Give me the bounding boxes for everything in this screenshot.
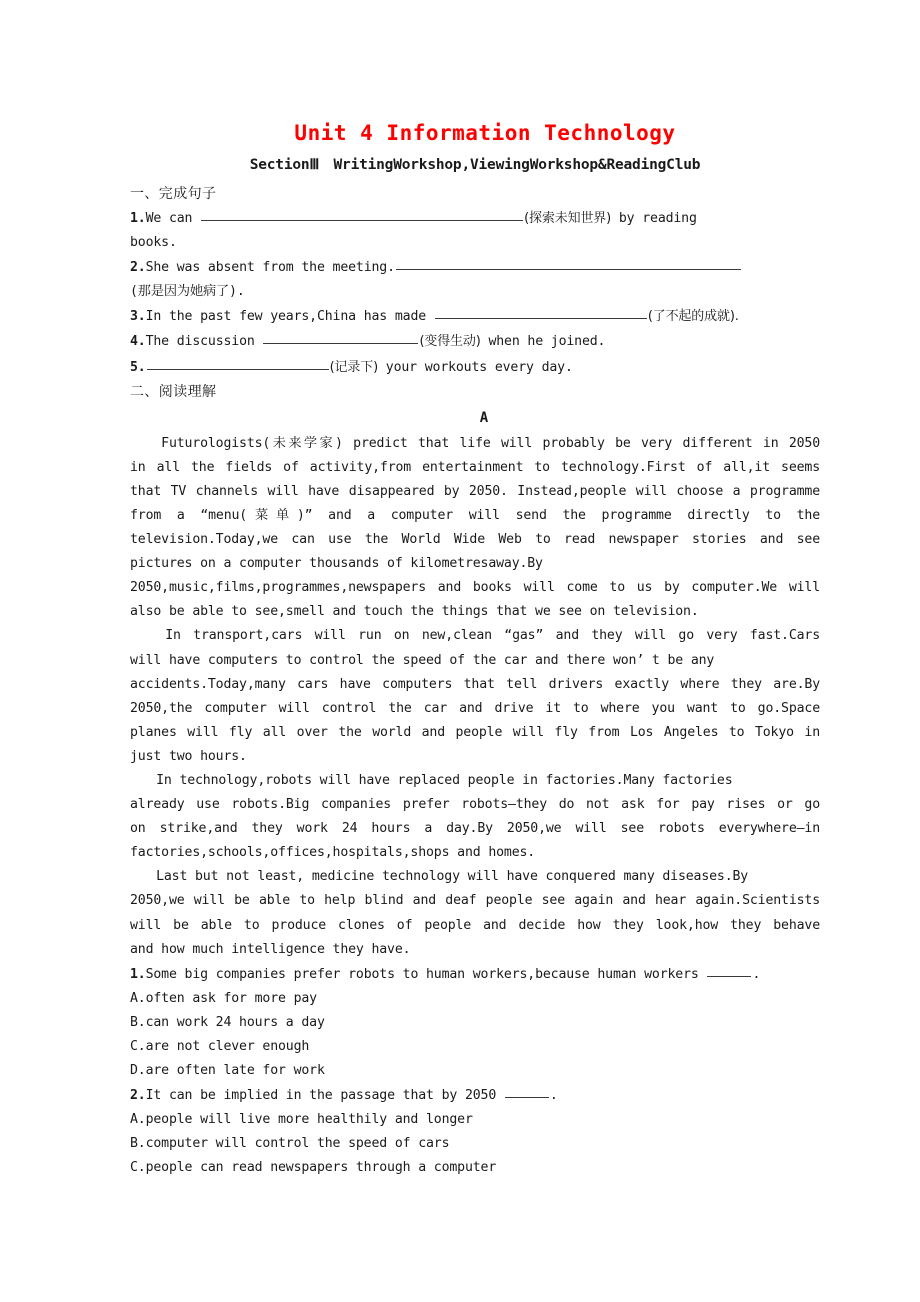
item-text-before: We can	[145, 211, 201, 226]
passage-line: pictures on a computer thousands of kilometresaway.By	[130, 556, 543, 572]
question-text: It can be implied in the passage that by 2050	[145, 1088, 504, 1104]
exercise-item-1-continuation: books.	[130, 235, 177, 251]
question-2-stem	[130, 1083, 820, 1108]
item-number: 4.	[130, 334, 146, 350]
answer-blank[interactable]	[505, 1083, 549, 1098]
item-text-before: In the past few years,China has made	[145, 309, 434, 325]
exercise-item-2-continuation: (那是因为她病了).	[130, 284, 245, 300]
exercise-item-1	[130, 206, 820, 231]
passage-line: In transport,cars will run on new,clean “gas” and they will go very fast.Cars	[130, 628, 820, 644]
passage-line: factories,schools,offices,hospitals,shops and homes.	[130, 845, 536, 861]
exercise-item-2	[130, 255, 820, 280]
option-1c[interactable]: C.are not clever enough	[130, 1039, 310, 1054]
option-2b[interactable]: B.computer will control the speed of cars	[130, 1136, 450, 1152]
item-hint: (记录下)	[329, 359, 378, 375]
option-2a[interactable]: A.people will live more healthily and longer	[130, 1112, 473, 1128]
passage-line: in all the fields of activity,from entertainment to technology.First of all,it seems	[130, 459, 820, 475]
option-2c[interactable]: C.people can read newspapers through a computer	[130, 1160, 497, 1176]
answer-blank[interactable]	[707, 962, 751, 977]
passage-line: and how much intelligence they have.	[130, 941, 411, 957]
question-text-end: .	[752, 966, 761, 982]
part-one-heading: 一、完成句子	[130, 186, 217, 202]
answer-blank[interactable]	[263, 329, 418, 344]
passage-label-a: A	[479, 409, 489, 426]
question-text-end: .	[549, 1088, 558, 1104]
item-number: 5.	[130, 359, 146, 375]
passage-line: television.Today,we can use the World Wide Web to read newspaper stories and see	[130, 532, 820, 548]
passage-line: that TV channels will have disappeared by 2050. Instead,people will choose a programme	[130, 483, 820, 499]
passage-line: Futurologists(未来学家) predict that life will probably be very different in 2050	[130, 435, 820, 451]
passage-line: will have computers to control the speed of the car and there won’ t be any	[130, 652, 715, 668]
exercise-item-5	[130, 355, 820, 380]
option-1a[interactable]: A.often ask for more pay	[130, 990, 317, 1006]
passage-line: In technology,robots will have replaced people in factories.Many factories	[130, 772, 733, 788]
item-text-before: The discussion	[145, 334, 263, 350]
answer-blank[interactable]	[435, 304, 647, 319]
passage-line: accidents.Today,many cars have computers that tell drivers exactly where they are.By	[130, 676, 820, 692]
passage-line: Last but not least, medicine technology will have conquered many diseases.By	[130, 869, 749, 885]
question-number: 2.	[130, 1088, 146, 1104]
item-text-before: She was absent from the meeting.	[145, 260, 395, 276]
answer-blank[interactable]	[201, 206, 523, 221]
passage-line: planes will fly all over the world and people will fly from Los Angeles to Tokyo in	[130, 724, 820, 740]
option-1d[interactable]: D.are often late for work	[130, 1063, 325, 1079]
exercise-item-4	[130, 329, 820, 354]
passage-line: 2050,music,films,programmes,newspapers and books will come to us by computer.We will	[130, 580, 820, 596]
item-hint: (变得生动)	[419, 334, 481, 350]
exercise-item-3	[130, 304, 820, 329]
question-1-stem	[130, 962, 820, 987]
passage-line: will be able to produce clones of people and decide how they look,how they behave	[130, 917, 820, 933]
question-number: 1.	[130, 966, 146, 982]
item-text-after: by reading	[611, 211, 697, 226]
passage-line: 2050,the computer will control the car and drive it to where you want to go.Space	[130, 700, 820, 716]
item-number: 3.	[130, 309, 146, 325]
page-title: Unit 4 Information Technology	[294, 121, 676, 145]
passage-line: already use robots.Big companies prefer robots—they do not ask for pay rises or go	[130, 797, 820, 813]
item-hint: (了不起的成就).	[647, 309, 739, 325]
item-hint: (探索未知世界)	[524, 211, 612, 226]
passage-line: on strike,and they work 24 hours a day.By 2050,we will see robots everywhere—in	[130, 821, 820, 837]
answer-blank[interactable]	[147, 355, 329, 370]
item-text-after: your workouts every day.	[378, 359, 573, 375]
passage-line: 2050,we will be able to help blind and deaf people see again and hear again.Scientists	[130, 893, 820, 909]
passage-line: just two hours.	[130, 748, 247, 764]
item-text-after: when he joined.	[480, 334, 606, 350]
document-content	[130, 118, 820, 1181]
passage-line: from a “menu(菜单)” and a computer will send the programme directly to the	[130, 507, 820, 523]
option-1b[interactable]: B.can work 24 hours a day	[130, 1014, 325, 1030]
item-number: 1.	[130, 211, 146, 226]
item-number: 2.	[130, 260, 146, 276]
part-two-heading: 二、阅读理解	[130, 383, 217, 400]
section-heading: SectionⅢ WritingWorkshop,ViewingWorkshop&ReadingClub	[249, 157, 701, 173]
question-text: Some big companies prefer robots to human workers,because human workers	[145, 966, 707, 982]
answer-blank[interactable]	[396, 255, 741, 270]
passage-line: also be able to see,smell and touch the things that we see on television.	[130, 604, 699, 620]
